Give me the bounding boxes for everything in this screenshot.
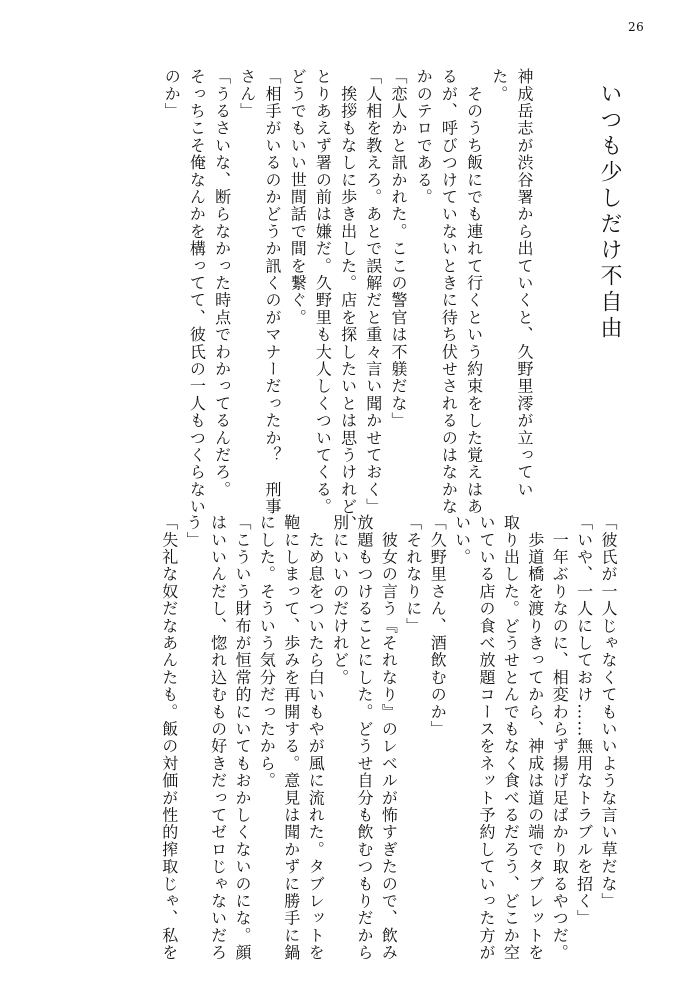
text-line: 放題もつけることにした。どうせ自分も飲むつもりだから [355, 514, 374, 962]
text-line: どうでもいい世間話で間を繋ぐ。 [288, 68, 308, 326]
text-line: 「失礼な奴だなあんたも。飯の対価が性的搾取じゃ、私を [159, 514, 179, 962]
text-line: 「いや、一人にしておけ……無用なトラブルを招く」 [574, 514, 594, 927]
page-number: 26 [628, 20, 645, 34]
text-line: 鞄にしまって、歩みを再開する。意見は聞かずに勝手に鍋 [281, 514, 301, 962]
text-line: はいいんだし、惚れ込むもの好きだってゼロじゃないだろ [208, 514, 228, 962]
text-line: 「彼氏が一人じゃなくてもいいような言い草だな」 [599, 514, 618, 910]
text-line: 「相手がいるのかどうか訊くのがマナーだったか？ 刑事 [263, 68, 282, 516]
text-line: とりあえず署の前は嫌だ。久野里も大人しくついてくる。 [313, 68, 333, 516]
text-line: そっちこそ俺なんかを構ってて、彼氏の一人もつくらない [187, 68, 207, 516]
text-line: のか」 [162, 68, 182, 120]
lower-text-block [0, 514, 689, 962]
text-line: 挨拶もなしに歩き出した。店を探したいとは思うけれど、 [338, 68, 358, 533]
upper-text-block [0, 68, 689, 533]
text-line: ため息をついたら白いもやが風に流れた。タブレットを [306, 514, 326, 962]
text-line: 別にいいのだけれど。 [330, 514, 350, 686]
text-line: 「人相を教えろ。あとで誤解だと重々言い聞かせておく」 [363, 68, 383, 516]
text-line: た。 [489, 68, 509, 103]
text-line: さん」 [237, 68, 257, 120]
text-line: 彼女の言う『それなり』のレベルが怖すぎたので、飲み [379, 514, 399, 962]
text-line: 歩道橋を渡りきってから、神成は道の端でタブレットを [525, 514, 545, 962]
text-line: るが、呼びつけていないときに待ち伏せされるのはなかな [439, 68, 459, 516]
text-line: そのうち飯にでも連れて行くという約束をした覚えはあ [464, 68, 484, 516]
text-line: にした。そういう気分だったから。 [257, 514, 277, 790]
chapter-title: いつも少しだけ不自由 [597, 82, 622, 342]
text-line: かのテロである。 [414, 68, 434, 206]
text-line: 「こういう財布が恒常的にいてもおかしくないのにな。顔 [233, 514, 252, 962]
text-line: 「恋人かと訊かれた。ここの警官は不躾だな」 [389, 68, 408, 430]
text-line: 「それなりに」 [403, 514, 423, 635]
text-line: 「久野里さん、酒飲むのか」 [428, 514, 448, 738]
text-line: 「うるさいな、断らなかった時点でわかってるんだろ。 [212, 68, 232, 498]
text-line: 神成岳志が渋谷署から出ていくと、久野里澪が立ってい [515, 68, 534, 498]
text-line: 取り出した。どうせとんでもなく食べるだろう、どこか空 [501, 514, 521, 962]
text-line: う」 [184, 514, 204, 549]
text-line: いい。 [452, 514, 472, 566]
text-line: 一年ぶりなのに、相変わらず揚げ足ばかり取るやつだ。 [550, 514, 570, 962]
text-line: いている店の食べ放題コースをネット予約していった方が [477, 514, 496, 962]
